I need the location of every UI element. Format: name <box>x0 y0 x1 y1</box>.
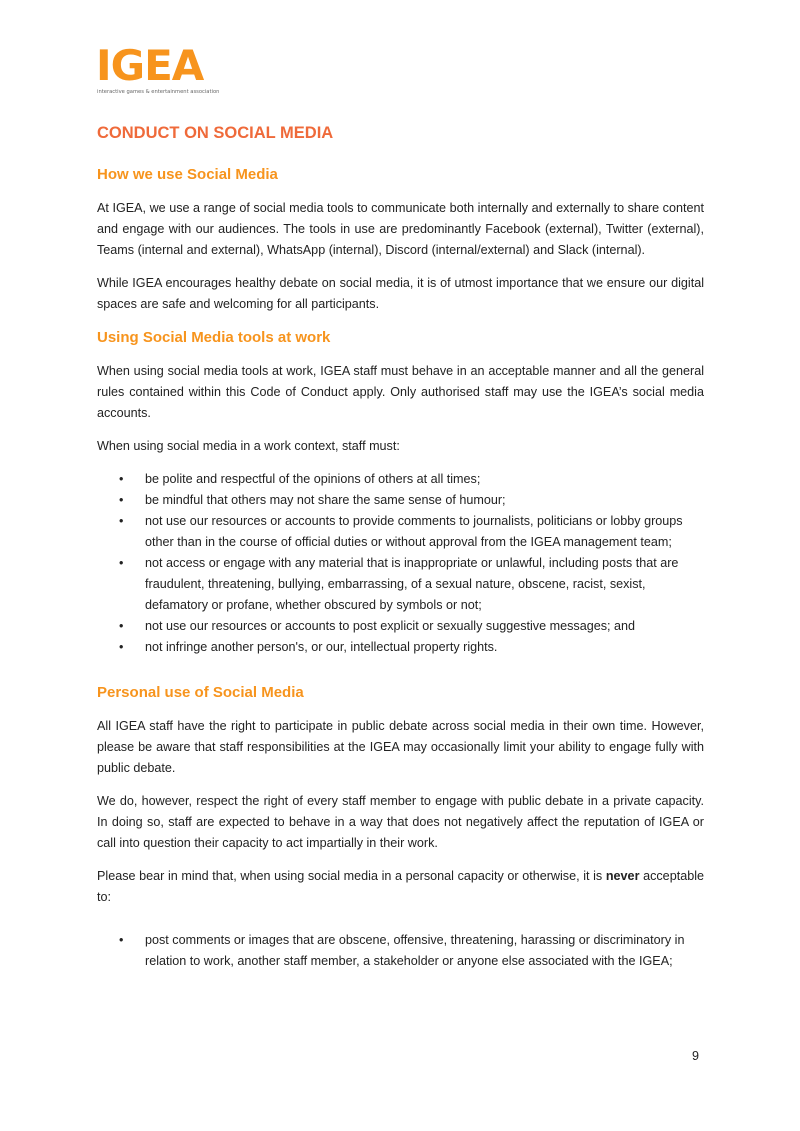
bullet-icon: • <box>119 472 124 486</box>
list-item-text: not use our resources or accounts to post explicit or sexually suggestive messages; and <box>145 619 636 633</box>
list-item <box>97 637 704 658</box>
text-run: Please bear in mind that, when using social media in a personal capacity or otherwise, it is <box>97 869 606 883</box>
document-body <box>97 120 704 988</box>
paragraph-never <box>97 866 704 908</box>
heading-how-we-use: How we use Social Media <box>97 166 278 183</box>
list-item-text: not access or engage with any material that is inappropriate or unlawful, including posts that are fraudulent, threatening, bullying, embarrassing, of a sexual nature, obscene, racist, sexist, defamatory or profane, whether obscured by symbols or not; <box>145 556 679 612</box>
bullet-icon: • <box>119 640 124 654</box>
paragraph: We do, however, respect the right of every staff member to engage with public debate in a private capacity. In doing so, staff are expected to behave in a way that does not negatively affect the reputation of IGEA or call into question their capacity to act impartially in their work. <box>97 794 704 850</box>
personal-rules-list <box>97 930 704 972</box>
paragraph: While IGEA encourages healthy debate on social media, it is of utmost importance that we ensure our digital spaces are safe and welcoming for all participants. <box>97 276 704 311</box>
paragraph: At IGEA, we use a range of social media tools to communicate both internally and externally to share content and engage with our audiences. The tools in use are predominantly Facebook (external), Twitter (external), Teams (internal and external), WhatsApp (internal), Discord (internal/external) and Slack (internal). <box>97 201 704 257</box>
page-number: 9 <box>692 1049 700 1063</box>
paragraph: When using social media in a work context, staff must: <box>97 439 400 453</box>
list-item <box>97 930 704 972</box>
bullet-icon: • <box>119 933 124 947</box>
bullet-icon: • <box>119 514 124 528</box>
work-rules-list <box>97 469 704 658</box>
logo-wordmark: IGEA <box>96 41 204 90</box>
bullet-icon: • <box>119 619 124 633</box>
spacer <box>97 674 704 682</box>
paragraph: When using social media tools at work, IGEA staff must behave in an acceptable manner and all the general rules contained within this Code of Conduct apply. Only authorised staff may use the IGEA’s social media accounts. <box>97 364 704 420</box>
list-item-text: not infringe another person's, or our, intellectual property rights. <box>145 640 498 654</box>
list-item <box>97 511 704 553</box>
bullet-icon: • <box>119 556 124 570</box>
page-title: CONDUCT ON SOCIAL MEDIA <box>97 124 334 142</box>
list-item <box>97 469 704 490</box>
list-item <box>97 490 704 511</box>
logo-tagline: interactive games & entertainment association <box>97 89 220 95</box>
list-item-text: not use our resources or accounts to provide comments to journalists, politicians or lobby groups other than in the course of official duties or without approval from the IGEA management team; <box>145 514 683 549</box>
heading-personal-use: Personal use of Social Media <box>97 684 304 701</box>
text-run: acceptable to: <box>97 869 705 904</box>
list-item <box>97 616 704 637</box>
list-item-text: be polite and respectful of the opinions of others at all times; <box>145 472 481 486</box>
bullet-icon: • <box>119 493 124 507</box>
emphasis-never: never <box>605 869 640 883</box>
igea-logo <box>96 41 226 96</box>
heading-using-at-work: Using Social Media tools at work <box>97 329 331 346</box>
list-item-text: be mindful that others may not share the same sense of humour; <box>145 493 506 507</box>
paragraph: All IGEA staff have the right to participate in public debate across social media in their own time. However, please be aware that staff responsibilities at the IGEA may occasionally limit your ability to engage fully with public debate. <box>97 719 704 775</box>
list-item <box>97 553 704 616</box>
list-item-text: post comments or images that are obscene, offensive, threatening, harassing or discriminatory in relation to work, another staff member, a stakeholder or anyone else associated with the IGEA; <box>145 933 685 968</box>
